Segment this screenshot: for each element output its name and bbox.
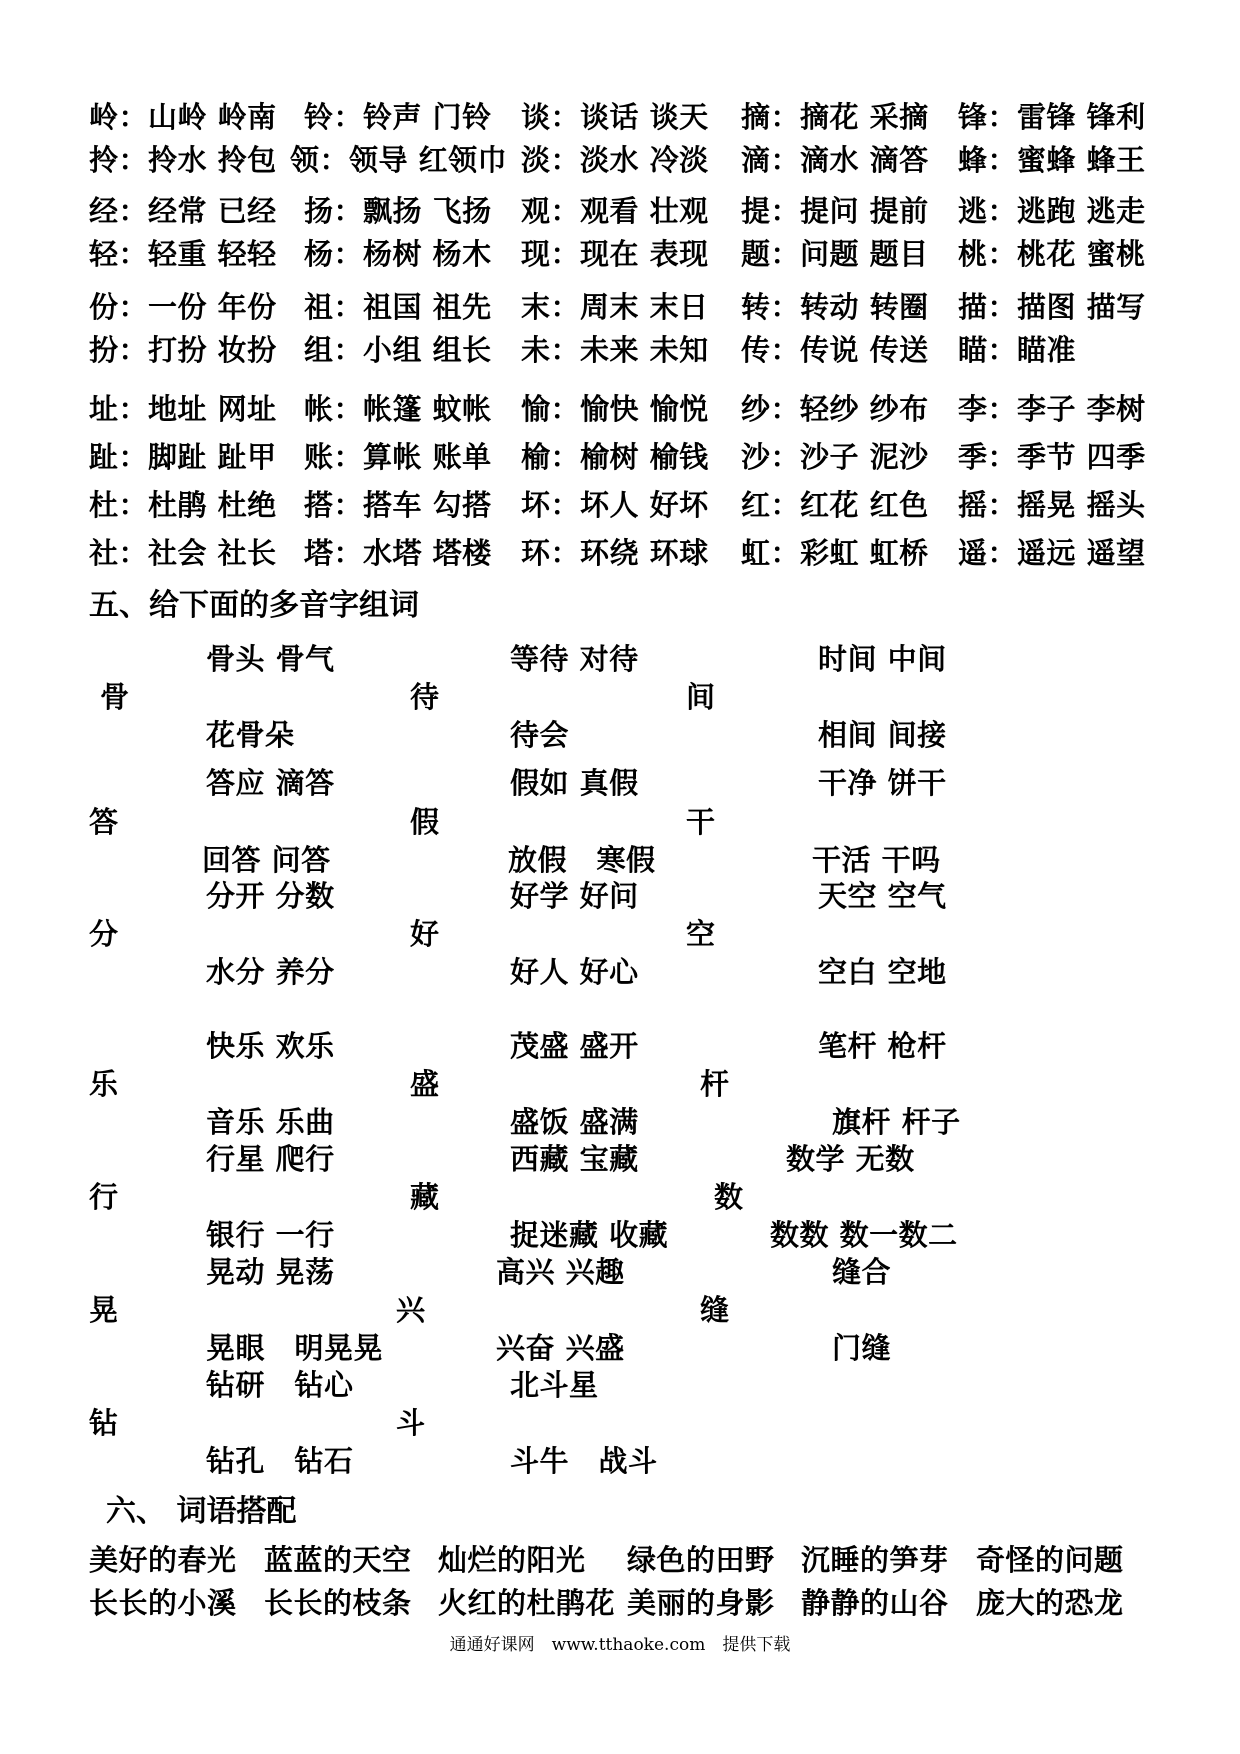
polyphone-words-top: 骨头 骨气 <box>206 642 335 676</box>
polyphone-char: 藏 <box>410 1180 440 1214</box>
polyphone-words-bottom: 相间 间接 <box>818 718 947 752</box>
polyphone-words-bottom: 放假 寒假 <box>508 843 656 877</box>
polyphone-words-bottom: 兴奋 兴盛 <box>496 1331 625 1365</box>
entry: 社：社会 社长 <box>89 536 277 570</box>
polyphone-words-bottom: 待会 <box>510 718 570 752</box>
polyphone-words-bottom: 盛饭 盛满 <box>510 1105 639 1139</box>
section-5-title: 五、给下面的多音字组词 <box>89 588 419 623</box>
collocation: 静静的山谷 <box>801 1586 949 1620</box>
entry: 塔：水塔 塔楼 <box>304 536 492 570</box>
entry: 转：转动 转圈 <box>741 290 929 324</box>
section-6-title: 六、 词语搭配 <box>106 1494 297 1529</box>
polyphone-words-bottom: 水分 养分 <box>206 955 335 989</box>
entry: 末：周末 末日 <box>521 290 709 324</box>
entry: 份：一份 年份 <box>89 290 277 324</box>
entry: 经：经常 已经 <box>89 194 277 228</box>
collocation: 灿烂的阳光 <box>438 1543 586 1577</box>
polyphone-words-top: 西藏 宝藏 <box>510 1142 639 1176</box>
entry: 组：小组 组长 <box>304 333 492 367</box>
polyphone-words-top: 答应 滴答 <box>206 766 335 800</box>
polyphone-char: 晃 <box>89 1293 119 1327</box>
polyphone-char: 待 <box>410 680 440 714</box>
entry: 搭：搭车 勾搭 <box>304 488 492 522</box>
entry: 桃：桃花 蜜桃 <box>958 237 1146 271</box>
entry: 拎：拎水 拎包 <box>89 143 277 177</box>
entry: 谈：谈话 谈天 <box>521 100 709 134</box>
polyphone-words-top: 缝合 <box>832 1255 892 1289</box>
polyphone-words-top: 钻研 钻心 <box>206 1368 354 1402</box>
entry: 帐：帐篷 蚊帐 <box>304 392 492 426</box>
polyphone-words-bottom: 好人 好心 <box>510 955 639 989</box>
entry: 环：环绕 环球 <box>521 536 709 570</box>
entry: 领：领导 红领巾 <box>290 143 508 177</box>
polyphone-char: 杆 <box>700 1067 730 1101</box>
collocation: 蓝蓝的天空 <box>264 1543 412 1577</box>
entry: 瞄：瞄准 <box>958 333 1077 367</box>
entry: 摘：摘花 采摘 <box>741 100 929 134</box>
entry: 纱：轻纱 纱布 <box>741 392 929 426</box>
entry: 岭：山岭 岭南 <box>89 100 277 134</box>
polyphone-words-top: 晃动 晃荡 <box>206 1255 335 1289</box>
polyphone-words-top: 好学 好问 <box>510 879 639 913</box>
polyphone-char: 间 <box>686 680 716 714</box>
polyphone-char: 答 <box>89 805 119 839</box>
entry: 未：未来 未知 <box>521 333 709 367</box>
polyphone-words-top: 时间 中间 <box>818 642 947 676</box>
entry: 逃：逃跑 逃走 <box>958 194 1146 228</box>
polyphone-words-bottom: 钻孔 钻石 <box>206 1444 354 1478</box>
entry: 坏：坏人 好坏 <box>521 488 709 522</box>
polyphone-words-top: 分开 分数 <box>206 879 335 913</box>
entry: 锋：雷锋 锋利 <box>958 100 1146 134</box>
polyphone-char: 分 <box>89 917 119 951</box>
entry: 杜：杜鹃 杜绝 <box>89 488 277 522</box>
entry: 摇：摇晃 摇头 <box>958 488 1146 522</box>
collocation: 庞大的恐龙 <box>976 1586 1124 1620</box>
polyphone-words-bottom: 晃眼 明晃晃 <box>206 1331 384 1365</box>
entry: 描：描图 描写 <box>958 290 1146 324</box>
polyphone-words-bottom: 数数 数一数二 <box>770 1218 958 1252</box>
polyphone-char: 钻 <box>89 1406 119 1440</box>
entry: 账：算帐 账单 <box>304 440 492 474</box>
collocation: 沉睡的笋芽 <box>801 1543 949 1577</box>
polyphone-words-bottom: 干活 干吗 <box>812 843 941 877</box>
entry: 祖：祖国 祖先 <box>304 290 492 324</box>
polyphone-words-bottom: 门缝 <box>832 1331 892 1365</box>
collocation: 火红的杜鹃花 <box>438 1586 616 1620</box>
entry: 址：地址 网址 <box>89 392 277 426</box>
entry: 滴：滴水 滴答 <box>741 143 929 177</box>
entry: 传：传说 传送 <box>741 333 929 367</box>
entry: 红：红花 红色 <box>741 488 929 522</box>
footer-credit: 通通好课网 www.tthaoke.com 提供下载 <box>449 1635 791 1655</box>
collocation: 长长的枝条 <box>264 1586 412 1620</box>
entry: 愉：愉快 愉悦 <box>521 392 709 426</box>
polyphone-char: 空 <box>686 917 716 951</box>
entry: 趾：脚趾 趾甲 <box>89 440 277 474</box>
polyphone-words-top: 干净 饼干 <box>818 766 947 800</box>
polyphone-char: 行 <box>89 1180 119 1214</box>
polyphone-char: 干 <box>686 805 716 839</box>
polyphone-words-bottom: 空白 空地 <box>818 955 947 989</box>
entry: 季：季节 四季 <box>958 440 1146 474</box>
polyphone-words-top: 等待 对待 <box>510 642 639 676</box>
entry: 现：现在 表现 <box>521 237 709 271</box>
polyphone-words-top: 数学 无数 <box>786 1142 915 1176</box>
collocation: 美丽的身影 <box>627 1586 775 1620</box>
polyphone-char: 假 <box>410 805 440 839</box>
polyphone-words-bottom: 旗杆 杆子 <box>832 1105 961 1139</box>
entry: 轻：轻重 轻轻 <box>89 237 277 271</box>
entry: 扬：飘扬 飞扬 <box>304 194 492 228</box>
collocation: 绿色的田野 <box>627 1543 775 1577</box>
collocation: 长长的小溪 <box>89 1586 237 1620</box>
collocation: 奇怪的问题 <box>976 1543 1124 1577</box>
polyphone-words-top: 天空 空气 <box>818 879 947 913</box>
entry: 观：观看 壮观 <box>521 194 709 228</box>
polyphone-words-bottom: 音乐 乐曲 <box>206 1105 335 1139</box>
entry: 淡：淡水 冷淡 <box>521 143 709 177</box>
entry: 题：问题 题目 <box>741 237 929 271</box>
entry: 杨：杨树 杨木 <box>304 237 492 271</box>
polyphone-words-top: 北斗星 <box>510 1368 599 1402</box>
entry: 提：提问 提前 <box>741 194 929 228</box>
polyphone-words-bottom: 捉迷藏 收藏 <box>510 1218 669 1252</box>
polyphone-char: 斗 <box>396 1406 426 1440</box>
polyphone-words-bottom: 斗牛 战斗 <box>510 1444 658 1478</box>
polyphone-char: 盛 <box>410 1067 440 1101</box>
collocation: 美好的春光 <box>89 1543 237 1577</box>
entry: 铃：铃声 门铃 <box>304 100 492 134</box>
entry: 遥：遥远 遥望 <box>958 536 1146 570</box>
entry: 扮：打扮 妆扮 <box>89 333 277 367</box>
polyphone-char: 缝 <box>700 1293 730 1327</box>
polyphone-words-top: 行星 爬行 <box>206 1142 335 1176</box>
polyphone-char: 数 <box>714 1180 744 1214</box>
polyphone-char: 乐 <box>89 1067 119 1101</box>
polyphone-words-bottom: 花骨朵 <box>206 718 295 752</box>
polyphone-words-top: 笔杆 枪杆 <box>818 1029 947 1063</box>
entry: 蜂：蜜蜂 蜂王 <box>958 143 1146 177</box>
polyphone-char: 骨 <box>100 680 130 714</box>
polyphone-words-top: 茂盛 盛开 <box>510 1029 639 1063</box>
polyphone-char: 好 <box>410 917 440 951</box>
entry: 榆：榆树 榆钱 <box>521 440 709 474</box>
polyphone-words-top: 高兴 兴趣 <box>496 1255 625 1289</box>
polyphone-words-top: 快乐 欢乐 <box>206 1029 335 1063</box>
polyphone-words-top: 假如 真假 <box>510 766 639 800</box>
polyphone-char: 兴 <box>396 1293 426 1327</box>
polyphone-words-bottom: 银行 一行 <box>206 1218 335 1252</box>
polyphone-words-bottom: 回答 问答 <box>202 843 331 877</box>
entry: 沙：沙子 泥沙 <box>741 440 929 474</box>
entry: 虹：彩虹 虹桥 <box>741 536 929 570</box>
entry: 李：李子 李树 <box>958 392 1146 426</box>
